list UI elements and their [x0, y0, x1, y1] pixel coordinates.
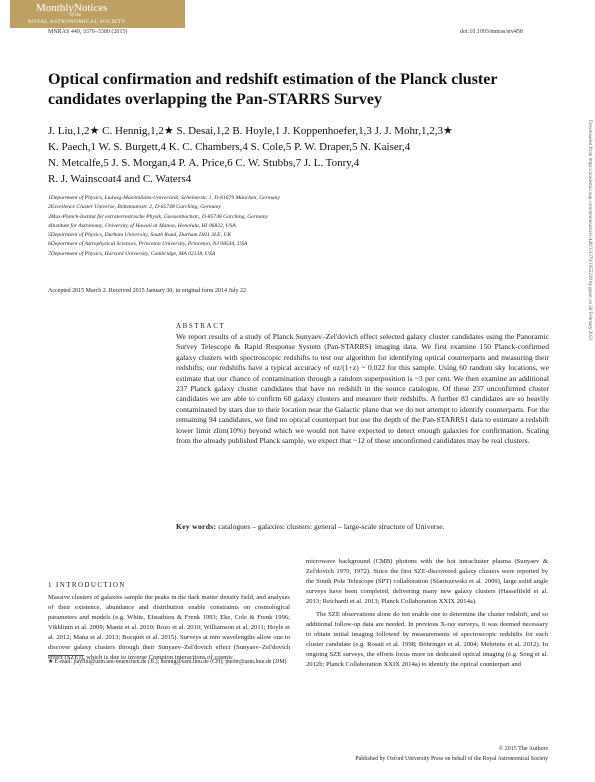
affiliation: 7Department of Physics, Harvard University, Cambridge, MA 02138, USA: [48, 250, 216, 257]
intro-paragraph: microwave background (CMB) photons with the hot intracluster plasma (Sunyaev & Zel'dovich 1970, 1972). Since the first SZE-discovered galaxy clusters were reported by the South Pole Telescope (SPT) collaboration (Staniszewski et al. 2009), large solid angle surveys have been completed, delivering many new galaxy clusters (Hasselfield et al. 2013; Reichardt et al. 2013; Planck Collaboration XXIX 2014a).: [306, 558, 548, 605]
journal-banner: [10, 0, 185, 28]
affiliation: 3Max-Planck-Institut für extraterrestrische Physik, Giessenbachstr., D-85748 Garching, Germany: [48, 213, 269, 220]
download-sidebar: [584, 120, 592, 780]
intro-column-right: [306, 557, 548, 673]
journal-society: ROYAL ASTRONOMICAL SOCIETY: [28, 19, 126, 25]
affiliations: [48, 194, 558, 259]
journal-name: MonthlyNotices: [36, 2, 108, 14]
affiliation: 2Excellence Cluster Universe, Boltzmannstr. 2, D-85748 Garching, Germany: [48, 204, 222, 211]
paper-title: Optical confirmation and redshift estimation of the Planck cluster candidates overlapping the Pan-STARRS Survey: [48, 71, 498, 108]
download-note: Downloaded from https://academic.oup.com/mnras/article/449/3/3370/1055218 by guest on 26 February 2021: [587, 120, 592, 341]
copyright: © 2015 The Authors: [498, 746, 548, 752]
author-line: N. Metcalfe,5 J. S. Morgan,4 P. A. Price,6 C. W. Stubbs,7 J. L. Tonry,4: [48, 157, 360, 169]
citation: MNRAS 449, 3370–3380 (2015): [48, 29, 128, 35]
publisher: Published by Oxford University Press on behalf of the Royal Astronomical Society: [355, 756, 548, 762]
keywords: [176, 522, 556, 531]
accepted-dates: Accepted 2015 March 2. Received 2015 January 30; in original form 2014 July 22: [48, 288, 246, 294]
author-line: J. Liu,1,2★ C. Hennig,1,2★ S. Desai,1,2 B. Hoyle,1 J. Koppenhoefer,1,3 J. J. Mohr,1,2,3★: [48, 125, 453, 137]
affiliation: 5Department of Physics, Durham University, South Road, Durham DH1 3LE, UK: [48, 232, 232, 239]
intro-paragraph: Massive clusters of galaxies sample the peaks in the dark matter density field, and analyses of their existence, abundance and distribution enable constraints on cosmological parameters and models (e.g. White, Efstathiou & Frenk 1993; Eke, Cole & Frenk 1996; Vikhlinin et al. 2009; Mantz et al. 2010; Rozo et al. 2010; Williamson et al. 2011; Hoyle et al. 2012; Mana et al. 2013; Bocquet et al. 2015). Surveys at mm wavelengths allow one to discover galaxy clusters through their Sunyaev–Zel'dovich effect (Sunyaev–Zel'dovich effect (SZE)), which is due to inverse Compton interactions of cosmic: [48, 594, 290, 661]
author-line: R. J. Wainscoat4 and C. Waters4: [48, 173, 192, 185]
keywords-label: Key words:: [176, 522, 217, 531]
doi-link[interactable]: doi:10.1093/mnras/stv458: [460, 29, 523, 35]
affiliation: 4Institute for Astronomy, University of Hawaii at Manoa, Honolulu, HI 96822, USA: [48, 222, 236, 229]
intro-column-left: [48, 580, 290, 666]
abstract-heading: ABSTRACT: [176, 322, 226, 330]
author-list: [48, 123, 558, 187]
affiliation: 6Department of Astrophysical Sciences, Princeton University, Princeton, NJ 08544, USA: [48, 241, 248, 248]
abstract-text: We report results of a study of Planck Sunyaev–Zel'dovich effect selected galaxy cluster candidates using the Panoramic Survey Telescope & Rapid Response System (Pan-STARRS) imaging data. We first examine 150 Planck-confirmed galaxy clusters with spectroscopic redshifts to test our algorithm for identifying optical counterparts and measuring their redshifts; our redshifts have a typical accuracy of σz/(1+z) ~ 0.022 for this sample. Using 60 random sky locations, we estimate that our chance of contamination through a random superposition is ~3 per cent. We then examine an additional 237 Planck galaxy cluster candidates that have no redshift in the source catalogue. Of these 237 unconfirmed cluster candidates we are able to confirm 60 galaxy clusters and measure their redshifts. A further 83 candidates are so heavily contaminated by stars due to their location near the Galactic plane that we do not attempt to identify counterparts. For the remaining 94 candidates, we find no optical counterpart but use the depth of the Pan-STARRS1 data to estimate a redshift lower limit zlim(10%) beyond which we would not have expected to detect enough galaxies for confirmation. Scaling from the already published Planck sample, we expect that ~12 of these unconfirmed candidates may be real clusters.: [176, 332, 549, 446]
author-line: K. Paech,1 W. S. Burgett,4 K. C. Chambers,4 S. Cole,5 P. W. Draper,5 N. Kaiser,4: [48, 141, 411, 153]
keywords-list: catalogues – galaxies: clusters: general – large-scale structure of Universe.: [218, 522, 445, 531]
section-heading: 1 INTRODUCTION: [48, 581, 126, 589]
affiliation: 1Department of Physics, Ludwig-Maximilians-Universität, Scheinerstr. 1, D-81679 München, Germany: [48, 195, 280, 201]
journal-of: of the: [70, 13, 82, 18]
intro-paragraph: The SZE observations alone do not enable one to determine the cluster redshift, and so additional follow-up data are needed. In previous X-ray surveys, it was deemed necessary to obtain initial imaging followed by measurements of spectroscopic redshifts for each cluster candidate (e.g. Rosati et al. 1998; Böhringer et al. 2004; Mehrtens et al. 2012). In ongoing SZE surveys, the efforts focus more on dedicated optical imaging (e.g. Song et al. 2012b; Planck Collaboration XXIX 2014a) to identify the optical counterpart and: [306, 611, 548, 668]
footnote-rule: [48, 655, 84, 656]
footnote[interactable]: ★ E-mail: jiayiliu@usm.uni-muenchen.de (JL); hennig@usm.lmu.de (CH); jmohr@usm.lmu.de (JJM): [48, 659, 287, 665]
